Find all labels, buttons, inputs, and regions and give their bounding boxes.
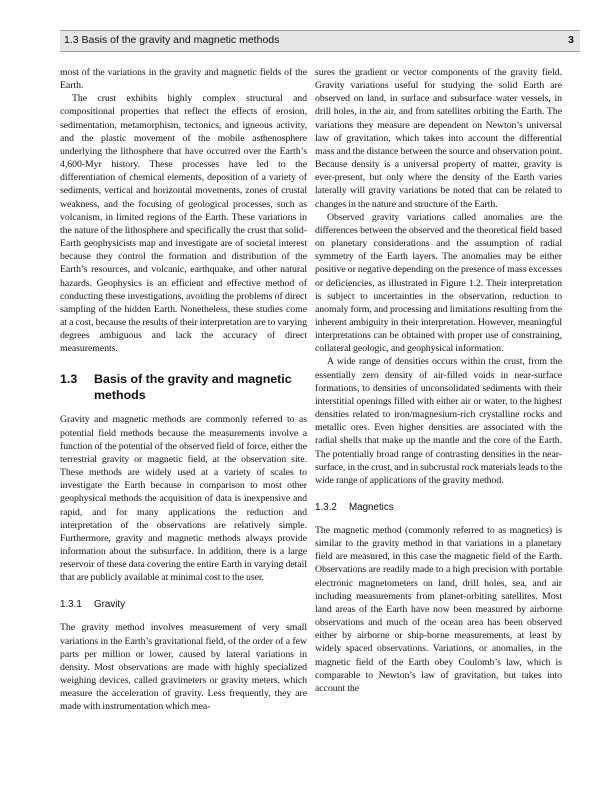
page-number: 3 — [568, 34, 574, 46]
subsection-number: 1.3.2 — [315, 502, 337, 513]
subsection-number: 1.3.1 — [60, 599, 82, 611]
paragraph: Observed gravity variations called anomalies are the differences between the observed and the theoretical field based on planetary considerations and the assumption of radial symmetry of the Earth layers. The anomalies may be either positive or negative depending on the presence of mass excesses or deficiencies, as illustrated in Figure 1.2. Their interpretation is subject to uncertainties in the observation, reduction to anomaly form, and processing and limitations resulting from the inherent ambiguity in their interpretation. However, meaningful interpretations can be obtained with proper use of constraining, collateral geologic, and geophysical information. — [315, 211, 562, 355]
subsection-title: Gravity — [94, 599, 126, 611]
section-heading — [60, 371, 307, 403]
section-title: Basis of the gravity and magnetic methods — [94, 372, 292, 403]
subsection-heading — [315, 501, 562, 514]
paragraph: The magnetic method (commonly referred to as magnetics) is similar to the gravity method in that variations in a planetary field are measured, in this case the magnetic field of the Earth. Observations are readily made to a high precision with portable electronic magnetometers on land, drill holes, sea, and air including measurements from planet-orbiting satellites. Most land areas of the Earth have now been measured by airborne observations and much of the ocean area has been observed either by airborne or ship-borne measurements, at least by widely spaced observations. Variations, or anomalies, in the magnetic field of the Earth obey Coulomb’s law, which is comparable to Newton’s law of gravitation, but takes into account the — [315, 525, 562, 694]
subsection-heading — [60, 598, 307, 611]
running-title: 1.3 Basis of the gravity and magnetic methods — [64, 34, 280, 46]
running-header — [60, 30, 580, 52]
paragraph: The crust exhibits highly complex structural and compositional properties that reflect the effects of erosion, sedimentation, metamorphism, tectonics, and igneous activity, and the plastic movement of the mobile asthenosphere underlying the lithosphere that have occurred over the Earth’s 4,600-Myr history. These processes have led to the differentiation of chemical elements, deposition of a variety of sediments, vertical and horizontal movements, zones of crustal weakness, and the focusing of geological processes, such as volcanism, in limited regions of the Earth. These variations in the nature of the lithosphere and specifically the crust that solid-Earth geophysicists map and investigate are of societal interest because they control the formation and distribution of the Earth’s resources, and volcanic, earthquake, and other natural hazards. Geophysics is an efficient and effective method of conducting these investigations, avoiding the problems of direct sampling of the hidden Earth. Nonetheless, these studies come at a cost, because the results of their interpretation are to varying degrees ambiguous and lack the accuracy of direct measurements. — [60, 93, 307, 355]
section-number: 1.3 — [60, 372, 78, 387]
right-column — [315, 66, 562, 791]
paragraph: The gravity method involves measurement of very small variations in the Earth’s gravitational field, of the order of a few parts per million or lower, caused by lateral variations in density. Most observations are made with highly specialized weighing devices, called gravimeters or gravity meters, which measure the acceleration of gravity. Less frequently, they are made with instrumentation which mea- — [60, 622, 307, 713]
paragraph: Gravity and magnetic methods are commonly referred to as potential field methods because the measurements involve a function of the potential of the observed field of force, either the terrestrial gravity or magnetic field, at the observation site. These methods are widely used at a variety of scales to investigate the Earth because in comparison to most other geophysical methods the acquisition of data is inexpensive and rapid, and for many applications the reduction and interpretation of the observations are relatively simple. Furthermore, gravity and magnetic methods always provide information about the subsurface. In addition, there is a large reservoir of these data covering the entire Earth in varying detail that are publicly available at minimal cost to the user. — [60, 414, 307, 584]
paragraph: A wide range of densities occurs within the crust, from the essentially zero density of air-filled voids in near-surface formations, to densities of unconsolidated sediments with their interstitial openings filled with either air or water, to the highest densities related to iron/magnesium-rich crystalline rocks and metallic ores. Even higher densities are associated with the radial shells that make up the mantle and the core of the Earth. The potentially broad range of contrasting densities in the near-surface, in the crust, and in subcrustal rock materials leads to the wide range of applications of the gravity method. — [315, 356, 562, 486]
paragraph: sures the gradient or vector components of the gravity field. Gravity variations useful for studying the solid Earth are observed on land, in surface and subsurface water vessels, in drill holes, in the air, and from satellites orbiting the Earth. The variations they measure are dependent on Newton’s universal law of gravitation, which takes into account the differential mass and the distance between the source and observation point. Because density is a universal property of matter, gravity is ever-present, but only where the density of the Earth varies laterally will gravity variations be noted that can be related to changes in the nature and structure of the Earth. — [315, 67, 562, 210]
paragraph: most of the variations in the gravity and magnetic fields of the Earth. — [60, 67, 307, 92]
left-column — [60, 66, 307, 791]
subsection-title: Magnetics — [349, 502, 394, 513]
